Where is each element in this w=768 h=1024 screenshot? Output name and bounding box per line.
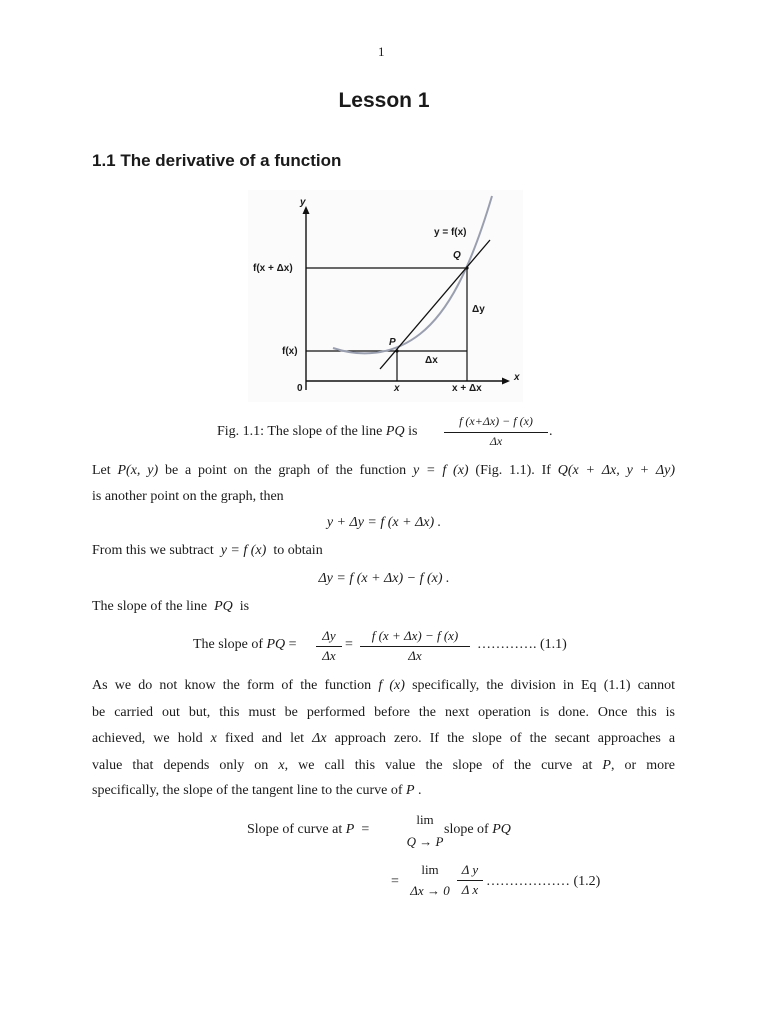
eq3-denominator-2: Δx bbox=[408, 648, 422, 663]
eq3-numerator-2: f (x + Δx) − f (x) bbox=[371, 628, 459, 643]
paragraph-2: From this we subtract y = f (x) to obtain bbox=[92, 543, 323, 558]
point-p-dot bbox=[395, 349, 398, 352]
caption-pq: PQ bbox=[385, 424, 405, 439]
paragraph-4-line-1: As we do not know the form of the function f (x) specifically, the division in Eq (1.1) cannot bbox=[92, 678, 676, 693]
point-q-label: Q bbox=[453, 250, 461, 261]
x-tick-label: x bbox=[394, 383, 400, 394]
eq5-denominator: Δ x bbox=[461, 882, 479, 897]
equation-2: Δy = f (x + Δx) − f (x) . bbox=[318, 571, 450, 586]
eq5-numerator: Δ y bbox=[461, 862, 479, 877]
equation-3-lhs: The slope of PQ = bbox=[193, 637, 297, 652]
origin-label: 0 bbox=[297, 383, 303, 394]
caption-end: . bbox=[549, 424, 553, 439]
curve bbox=[333, 196, 492, 353]
paragraph-4-line-5: specifically, the slope of the tangent line to the curve of P . bbox=[92, 783, 422, 798]
delta-y-label: Δy bbox=[472, 304, 485, 315]
x-axis-label: x bbox=[514, 372, 520, 383]
x-axis-arrow bbox=[502, 378, 510, 385]
paragraph-1-line-2: is another point on the graph, then bbox=[92, 489, 284, 504]
equation-4-subscript: Q → P bbox=[406, 834, 444, 849]
paragraph-4-line-4: value that depends only on x, we call this value the slope of the curve at P, or more bbox=[92, 758, 676, 773]
equation-4-lhs: Slope of curve at P = bbox=[247, 822, 370, 837]
paragraph-4-line-3: achieved, we hold x fixed and let Δx approach zero. If the slope of the secant approaches a bbox=[92, 731, 676, 746]
equation-4-rhs: slope of PQ bbox=[444, 822, 511, 837]
equation-5-lim: lim bbox=[421, 862, 439, 877]
equation-tag-1-1: …………. (1.1) bbox=[477, 637, 567, 652]
eq3-fraction-line-1 bbox=[316, 646, 342, 647]
point-q-dot bbox=[465, 266, 468, 269]
eq3-numerator-1: Δy bbox=[322, 628, 336, 643]
equation-tag-1-2: ……………… (1.2) bbox=[486, 874, 601, 889]
paragraph-3: The slope of the line PQ is bbox=[92, 599, 250, 614]
eq3-equals-2: = bbox=[345, 637, 353, 652]
caption-fraction-line bbox=[444, 432, 548, 433]
y-axis-label: y bbox=[300, 197, 306, 208]
caption-numerator: f (x+Δx) − f (x) bbox=[459, 414, 533, 428]
fx-label: f(x) bbox=[282, 346, 298, 357]
eq3-fraction-line-2 bbox=[360, 646, 470, 647]
caption-prefix: Fig. 1.1: The slope of the line bbox=[217, 424, 386, 439]
delta-x-label: Δx bbox=[425, 355, 438, 366]
fxdx-label: f(x + Δx) bbox=[253, 263, 293, 274]
caption-is: is bbox=[404, 424, 418, 439]
lesson-title: Lesson 1 bbox=[338, 89, 430, 112]
page-number: 1 bbox=[378, 44, 385, 59]
figure-caption bbox=[217, 424, 417, 440]
curve-label: y = f(x) bbox=[434, 227, 467, 238]
paragraph-1-line-1: Let P(x, y) be a point on the graph of the function y = f (x) (Fig. 1.1). If Q(x + Δx, y + Δy) bbox=[92, 463, 675, 478]
paragraph-4-line-2: be carried out but, this must be performed before the next operation is done. Once this is bbox=[92, 705, 675, 720]
point-p-label: P bbox=[389, 337, 396, 348]
eq5-fraction-line bbox=[457, 880, 483, 881]
equation-4-lim: lim bbox=[416, 812, 434, 827]
eq3-denominator-1: Δx bbox=[322, 648, 336, 663]
caption-denominator: Δx bbox=[489, 434, 503, 448]
equation-1: y + Δy = f (x + Δx) . bbox=[326, 515, 442, 530]
equation-5-equals: = bbox=[391, 874, 399, 889]
xdx-tick-label: x + Δx bbox=[452, 383, 482, 394]
equation-5-subscript: Δx → 0 bbox=[410, 883, 450, 898]
section-title: 1.1 The derivative of a function bbox=[92, 151, 342, 170]
